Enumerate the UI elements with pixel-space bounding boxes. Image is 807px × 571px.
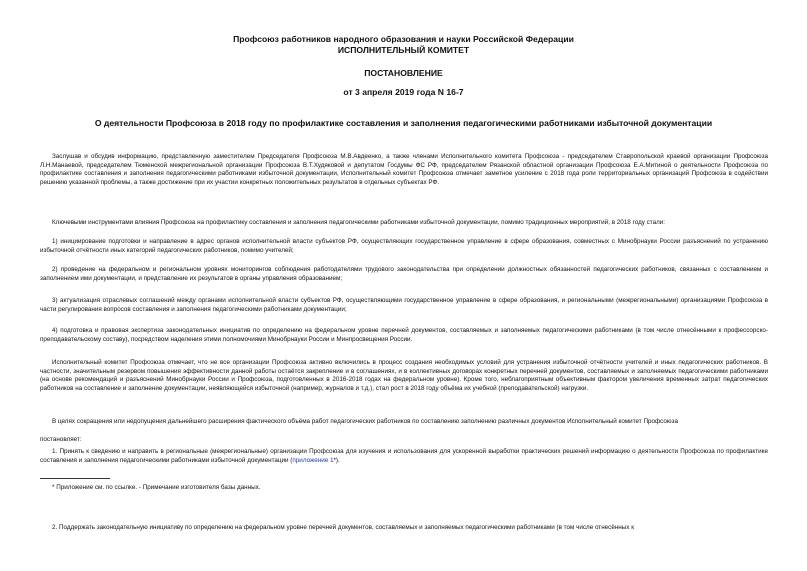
paragraph-decision-1: [40, 448, 768, 465]
appendix-1-link[interactable]: приложение 1: [292, 456, 334, 464]
decision-1-tail: *).: [333, 456, 340, 464]
paragraph-item-4: 4) подготовка и правовая экспертиза законодательных инициатив по определению на федеральном уровне перечней документов, составляемых и заполняемых педагогическими работниками (в том числе отнесёнными к профессорско-преподавательскому составу), посредством наделения этими полномочиями Минобрнауки России и Минпросвещения России.: [40, 327, 768, 343]
paragraph-item-2: 2) проведение на федеральном и региональном уровнях мониторингов соблюдения работодателями трудового законодательства при определении должностных обязанностей педагогических работников, связанных с составлением и заполнением ими документации, и представление их результатов в органы управления образованием;: [40, 266, 768, 282]
paragraph-item-1: 1) инициирование подготовки и направление в адрес органов исполнительной власти субъектов РФ, осуществляющих государственное управление в сфере образования, совместных с Минобрнауки России разъяснений по устранению избыточной отчётности иных категорий педагогических работников, помимо учителей;: [40, 238, 768, 254]
committee-name: ИСПОЛНИТЕЛЬНЫЙ КОМИТЕТ: [337, 45, 470, 55]
footnote-divider: [40, 478, 110, 479]
paragraph-purpose: В целях сокращения или недопущения дальнейшего расширения фактического объёма работ педагогических работников по составлению заполнению различных документов Исполнительный комитет Профсоюза: [52, 418, 678, 425]
paragraph-committee-notes: Исполнительный комитет Профсоюза отмечает, что не все организации Профсоюза активно включились в процесс создания необходимых условий для устранения избыточной отчётности учителей и иных педагогических работников. В частности, значительным резервом повышения эффективности данной работы остаётся закрепление и в соглашениях, и в коллективных договорах конкретных перечней документов, составляемых и заполняемых педагогическими работниками (на основе рекомендаций и разъяснений Минобрнауки России и Профсоюза, подготовленных в 2016-2018 годах на федеральном уровне). Кроме того, неблагоприятным объективным фактором увеличения временных затрат педагогических работников на составление и заполнение документации, неявляющейся избыточной (например, журналов и т.д.), стал рост в 2018 году объёма их учебной (преподавательской) нагрузки.: [40, 359, 768, 392]
document-date: от 3 апреля 2019 года N 16-7: [343, 87, 464, 97]
document-type: ПОСТАНОВЛЕНИЕ: [364, 68, 443, 78]
footnote: * Приложение см. по ссылке. - Примечание изготовителя базы данных.: [52, 484, 261, 491]
organization-name: Профсоюз работников народного образования и науки Российской Федерации: [233, 34, 574, 44]
paragraph-resolves: постановляет:: [40, 436, 82, 443]
paragraph-item-3: 3) актуализация отраслевых соглашений между органами исполнительной власти субъектов РФ, осуществляющими государственное управление в сфере образования, и региональными (межрегиональными) организациями Профсоюза в части регулирования вопросов составления и заполнения педагогическими работниками документации;: [40, 297, 768, 313]
document-subject: О деятельности Профсоюза в 2018 году по профилактике составления и заполнения педагогическими работниками избыточной документации: [94, 118, 713, 128]
paragraph-intro: Заслушав и обсудив информацию, представленную заместителем Председателя Профсоюза М.В.Авдеенко, а также членами Исполнительного комитета Профсоюза - председателем Ставропольской краевой организации Профсоюза Л.Н.Манаевой, председателем Тюменской межрегиональной организации Профсоюза В.Т.Худяковой и депутатом Госдумы ФС РФ, председателем Рязанской областной организации Профсоюза Е.А.Митиной о деятельности Профсоюза по профилактике составления и заполнения педагогическими работниками избыточной документации, Исполнительный комитет Профсоюза отмечает заметное усиление с 2018 года роли территориальных организаций Профсоюза в содействии решению указанной проблемы, а также достижение при их участии конкретных положительных результатов в отдельных субъектах РФ.: [40, 153, 768, 186]
paragraph-decision-2: 2. Поддержать законодательную инициативу по определению на федеральном уровне перечней документов, составляемых и заполняемых педагогическими работниками (в том числе отнесённых к: [52, 524, 634, 531]
decision-1-text: 1. Принять к сведению и направить в региональные (межрегиональные) организации Профсоюза для изучения и использования для ускоренной выработки практических решений информацию о деятельности Профсоюза по профилактике составления и заполнения педагогическими работниками избыточной документации (: [40, 448, 768, 464]
paragraph-key-tools: Ключевыми инструментами влияния Профсоюза на профилактику составления и заполнения педагогическими работниками избыточной документации, помимо традиционных мероприятий, в 2018 году стали:: [52, 219, 666, 226]
